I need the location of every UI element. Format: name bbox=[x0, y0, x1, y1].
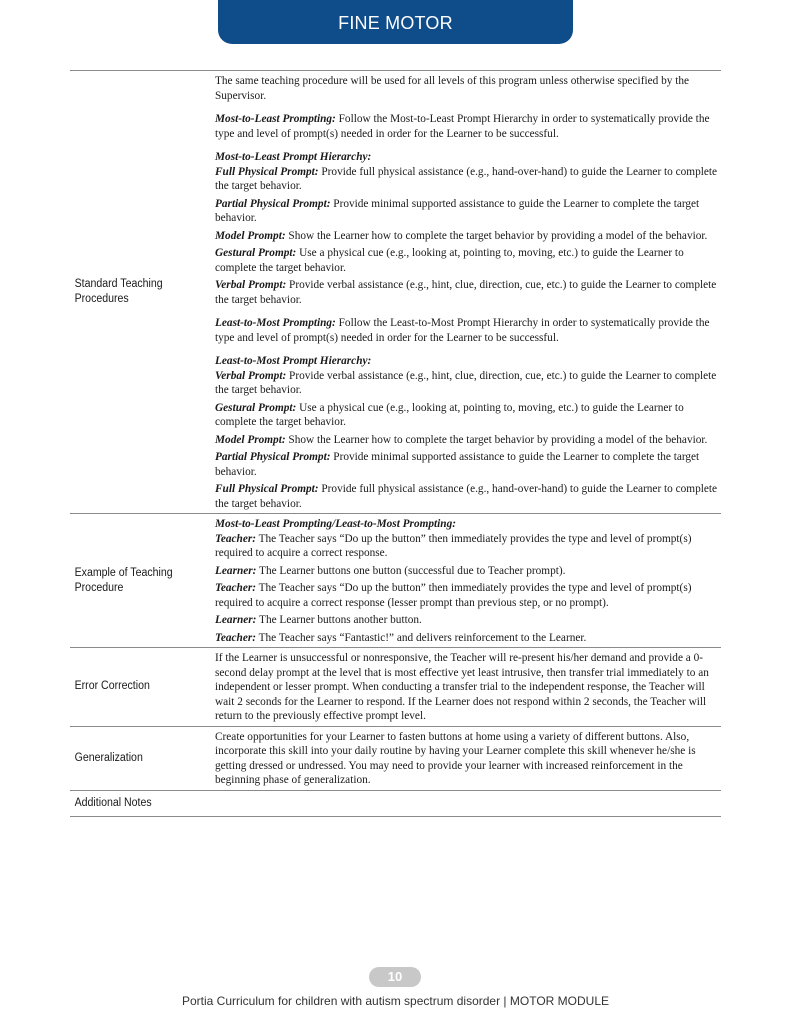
speaker-term: Learner: bbox=[215, 614, 257, 626]
mtl-title: Most-to-Least Prompting: bbox=[215, 113, 336, 125]
prompt-text: Provide minimal supported assistance to guide the Learner to complete the target behavior. bbox=[215, 197, 700, 224]
prompt-term: Full Physical Prompt: bbox=[215, 483, 319, 495]
speaker-text: The Learner buttons another button. bbox=[256, 614, 422, 626]
speaker-text: The Teacher says “Do up the button” then immediately provides the type and level of prompt(s) required to acquire a correct response (lesser prompt than previous step, or no prompt). bbox=[215, 582, 692, 609]
ltm-hierarchy-title: Least-to-Most Prompt Hierarchy: bbox=[215, 355, 372, 367]
prompt-text: Use a physical cue (e.g., looking at, pointing to, moving, etc.) to guide the Learner to complete the target behavior. bbox=[215, 247, 684, 274]
intro-text: The same teaching procedure will be used for all levels of this program unless otherwise specified by the Supervisor. bbox=[215, 75, 690, 102]
list-item bbox=[215, 564, 721, 579]
example-title: Most-to-Least Prompting/Least-to-Most Prompting: bbox=[215, 518, 457, 530]
table-row bbox=[70, 71, 721, 514]
ltm-paragraph bbox=[215, 316, 721, 345]
row-label-error: Error Correction bbox=[74, 680, 150, 693]
row-label-notes: Additional Notes bbox=[74, 796, 152, 809]
prompt-term: Partial Physical Prompt: bbox=[215, 197, 331, 210]
generalization-text: Create opportunities for your Learner to fasten buttons at home using a variety of different buttons. Also, incorporate this skill into your daily routine by having your Learner complete this skill whenever he/she is getting dressed or undressed. You may need to provide your learner with increased reinforcement in the beginning phase of generalization. bbox=[215, 730, 696, 786]
prompt-term: Gestural Prompt: bbox=[215, 401, 297, 414]
row-content-standard bbox=[215, 71, 721, 514]
mtl-paragraph bbox=[215, 112, 721, 141]
mtl-hierarchy-title: Most-to-Least Prompt Hierarchy: bbox=[215, 151, 372, 163]
row-content-generalization bbox=[215, 726, 721, 790]
prompt-text: Provide verbal assistance (e.g., hint, clue, direction, cue, etc.) to guide the Learner to complete the target behavior. bbox=[215, 369, 717, 396]
list-item bbox=[215, 197, 721, 226]
prompt-text: Provide full physical assistance (e.g., hand-over-hand) to guide the Learner to complete the target behavior. bbox=[215, 483, 718, 510]
row-content-notes bbox=[215, 790, 721, 816]
page-number: 10 bbox=[369, 967, 421, 987]
list-item bbox=[215, 433, 721, 448]
speaker-text: The Learner buttons one button (successful due to Teacher prompt). bbox=[256, 564, 566, 577]
prompt-text: Use a physical cue (e.g., looking at, pointing to, moving, etc.) to guide the Learner to complete the target behavior. bbox=[215, 401, 684, 428]
section-header-tab bbox=[218, 0, 573, 44]
row-label-generalization: Generalization bbox=[74, 751, 143, 764]
table-row bbox=[70, 648, 721, 727]
prompt-term: Gestural Prompt: bbox=[215, 247, 297, 259]
prompt-text: Show the Learner how to complete the target behavior by providing a model of the behavior. bbox=[285, 433, 708, 446]
footer-text: Portia Curriculum for children with autism spectrum disorder | MOTOR MODULE bbox=[181, 994, 609, 1008]
procedure-table bbox=[70, 70, 721, 817]
prompt-term: Partial Physical Prompt: bbox=[215, 451, 331, 463]
speaker-text: The Teacher says “Do up the button” then immediately provides the type and level of prompt(s) required to acquire a correct response. bbox=[215, 532, 692, 559]
list-item bbox=[215, 613, 721, 628]
prompt-text: Show the Learner how to complete the target behavior by providing a model of the behavior. bbox=[285, 229, 708, 242]
prompt-text: Provide full physical assistance (e.g., hand-over-hand) to guide the Learner to complete the target behavior. bbox=[215, 165, 718, 192]
speaker-term: Teacher: bbox=[215, 582, 256, 594]
list-item bbox=[215, 631, 721, 646]
list-item bbox=[215, 229, 721, 244]
list-item bbox=[215, 369, 721, 398]
list-item bbox=[215, 482, 721, 511]
prompt-term: Verbal Prompt: bbox=[215, 279, 287, 291]
table-row bbox=[70, 726, 721, 790]
speaker-text: The Teacher says “Fantastic!” and delivers reinforcement to the Learner. bbox=[256, 631, 587, 644]
list-item bbox=[215, 278, 721, 307]
prompt-text: Provide verbal assistance (e.g., hint, clue, direction, cue, etc.) to guide the Learner to complete the target behavior. bbox=[215, 279, 717, 306]
speaker-term: Teacher: bbox=[215, 532, 256, 545]
prompt-text: Provide minimal supported assistance to guide the Learner to complete the target behavior. bbox=[215, 451, 700, 478]
row-content-error bbox=[215, 648, 721, 727]
ltm-text: Follow the Least-to-Most Prompt Hierarchy in order to systematically provide the type and level of prompt(s) needed in order for the Learner to be successful. bbox=[215, 317, 710, 344]
prompt-term: Verbal Prompt: bbox=[215, 369, 287, 382]
list-item bbox=[215, 532, 721, 561]
prompt-term: Full Physical Prompt: bbox=[215, 165, 319, 178]
list-item bbox=[215, 450, 721, 479]
row-label-example: Example of Teaching Procedure bbox=[74, 566, 173, 594]
list-item bbox=[215, 401, 721, 430]
table-row bbox=[70, 790, 721, 816]
row-content-example bbox=[215, 514, 721, 648]
prompt-term: Model Prompt: bbox=[215, 229, 286, 242]
section-title: FINE MOTOR bbox=[338, 13, 453, 33]
ltm-title: Least-to-Most Prompting: bbox=[215, 317, 336, 329]
prompt-term: Model Prompt: bbox=[215, 433, 286, 446]
list-item bbox=[215, 581, 721, 610]
error-text: If the Learner is unsuccessful or nonresponsive, the Teacher will re-present his/her demand and provide a 0-second delay prompt at the level that is most effective yet least intrusive, then transfer trial immediately to an independent or lesser prompt. When conducting a transfer trial to the independent response, the Teacher will wait 2 seconds for the Learner to respond. If the Learner does not respond within 2 seconds, the Teacher will return to the previously effective prompt level. bbox=[215, 652, 709, 722]
speaker-term: Learner: bbox=[215, 564, 257, 577]
table-row bbox=[70, 514, 721, 648]
list-item bbox=[215, 165, 721, 194]
row-label-standard: Standard Teaching Procedures bbox=[74, 278, 163, 305]
mtl-text: Follow the Most-to-Least Prompt Hierarchy in order to systematically provide the type and level of prompt(s) needed in order for the Learner to be successful. bbox=[215, 113, 710, 140]
speaker-term: Teacher: bbox=[215, 631, 256, 644]
list-item bbox=[215, 246, 721, 275]
